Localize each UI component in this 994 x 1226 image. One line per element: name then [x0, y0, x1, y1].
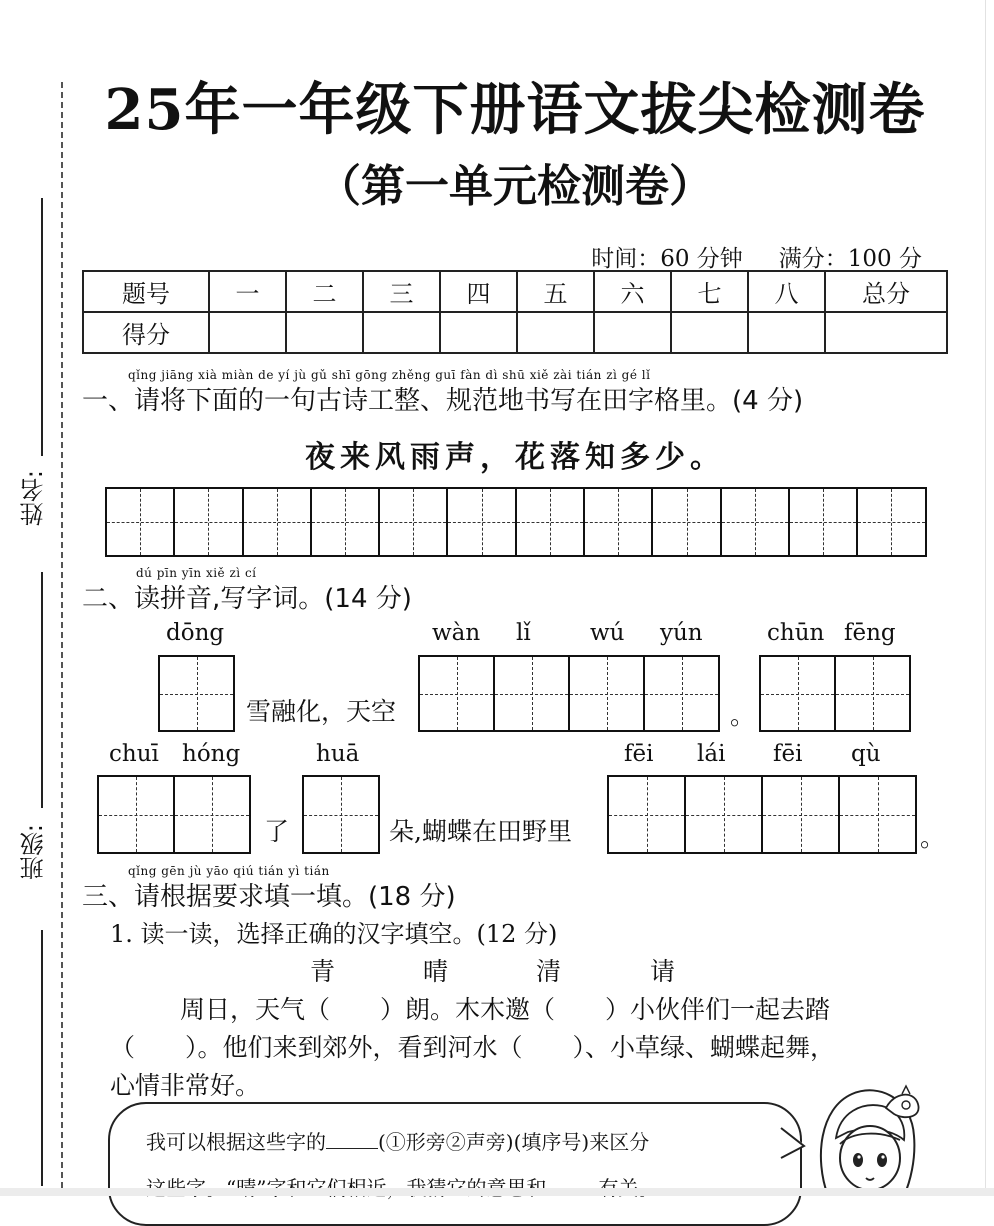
tian-cell[interactable] — [653, 489, 721, 555]
answer-grid-wanliwuyun[interactable] — [418, 655, 720, 732]
score-header-cell: 二 — [286, 271, 363, 312]
tian-cell[interactable] — [495, 657, 570, 730]
bubble-text-a: 我可以根据这些字的 — [146, 1130, 326, 1154]
score-header-cell: 四 — [440, 271, 517, 312]
score-row-label: 得分 — [83, 312, 209, 353]
bubble-line-1 — [146, 1126, 649, 1155]
section3-pinyin: qǐng gēn jù yāo qiú tián yì tián — [128, 864, 330, 878]
pinyin-wu: wú — [590, 620, 625, 646]
score-cell[interactable] — [671, 312, 748, 353]
score-header-cell: 三 — [363, 271, 440, 312]
section1-pinyin: qǐng jiāng xià miàn de yí jù gǔ shī gōng zhěng guī fàn dì shū xiě zài tián zì gé lǐ — [128, 368, 651, 382]
cartoon-girl-illustration — [806, 1078, 926, 1196]
pinyin-lai: lái — [697, 741, 726, 767]
tian-cell[interactable] — [380, 489, 448, 555]
score-cell[interactable] — [748, 312, 825, 353]
passage-line-3: 心情非常好。 — [110, 1071, 261, 1100]
score-header-row — [83, 271, 947, 312]
line2-text-a: 了 — [264, 817, 290, 846]
name-gap-rule — [41, 572, 43, 808]
fill-blank[interactable] — [326, 1148, 378, 1149]
line1-period: 。 — [730, 701, 756, 730]
score-cell[interactable] — [209, 312, 286, 353]
poem-writing-grid[interactable] — [105, 487, 927, 557]
answer-grid-chunfeng[interactable] — [759, 655, 911, 732]
score-cell[interactable] — [286, 312, 363, 353]
tian-cell[interactable] — [107, 489, 175, 555]
tian-cell[interactable] — [722, 489, 790, 555]
poem-line: 夜来风雨声，花落知多少。 — [305, 440, 725, 475]
tian-cell[interactable] — [175, 777, 249, 852]
score-cell[interactable] — [517, 312, 594, 353]
choice-char: 青 — [310, 957, 336, 986]
class-underline — [41, 930, 43, 1186]
score-header-cell: 八 — [748, 271, 825, 312]
section2-pinyin: dú pīn yīn xiě zì cí — [136, 566, 257, 580]
pinyin-li: lǐ — [516, 620, 531, 646]
bottom-band — [0, 1188, 994, 1196]
bubble-text-b: (①形旁②声旁)(填序号)来区分 — [378, 1130, 650, 1154]
tian-cell[interactable] — [609, 777, 686, 852]
tian-cell[interactable] — [175, 489, 243, 555]
score-header-cell: 一 — [209, 271, 286, 312]
binding-dashed-line — [61, 82, 63, 1188]
pinyin-chui: chuī — [109, 741, 159, 767]
tian-cell[interactable] — [517, 489, 585, 555]
choice-char: 晴 — [423, 957, 449, 986]
name-underline — [41, 198, 43, 456]
score-cell[interactable] — [363, 312, 440, 353]
page-subtitle: （第一单元检测卷） — [317, 161, 713, 212]
score-header-cell: 五 — [517, 271, 594, 312]
tian-cell[interactable] — [99, 777, 175, 852]
line2-text-b: 朵,蝴蝶在田野里 — [389, 817, 572, 846]
score-row — [83, 312, 947, 353]
line2-period: 。 — [920, 823, 946, 852]
tian-cell[interactable] — [304, 777, 378, 852]
tian-cell[interactable] — [858, 489, 924, 555]
tian-cell[interactable] — [570, 657, 645, 730]
pinyin-dong: dōng — [166, 620, 225, 646]
score-header-cell: 七 — [671, 271, 748, 312]
pinyin-wan: wàn — [432, 620, 481, 646]
score-header-cell: 题号 — [83, 271, 209, 312]
passage-line-2: （ ）。他们来到郊外，看到河水（ ）、小草绿、蝴蝶起舞， — [110, 1033, 836, 1062]
tian-cell[interactable] — [244, 489, 312, 555]
pinyin-hong: hóng — [182, 741, 241, 767]
passage-line-1: 周日，天气（ ）朗。木木邀（ ）小伙伴们一起去踏 — [180, 995, 831, 1024]
score-cell[interactable] — [440, 312, 517, 353]
pinyin-chun: chūn — [767, 620, 825, 646]
score-cell[interactable] — [594, 312, 671, 353]
time-info — [555, 240, 922, 273]
speech-bubble — [108, 1102, 802, 1226]
pinyin-fei-2: fēi — [773, 741, 803, 767]
tian-cell[interactable] — [312, 489, 380, 555]
section1-heading: 一、请将下面的一句古诗工整、规范地书写在田字格里。(4 分) — [82, 386, 804, 416]
section2-heading: 二、读拼音,写字词。(14 分) — [82, 584, 412, 614]
tian-cell[interactable] — [585, 489, 653, 555]
answer-grid-dong[interactable] — [158, 655, 235, 732]
full-score: 满分：100 分 — [778, 246, 922, 272]
pinyin-hua: huā — [316, 741, 360, 767]
tian-cell[interactable] — [836, 657, 909, 730]
class-label: 班级: — [20, 824, 48, 881]
choice-char: 清 — [536, 957, 562, 986]
tian-cell[interactable] — [160, 657, 233, 730]
line1-text-a: 雪融化，天空 — [246, 697, 397, 726]
answer-grid-feilaifeiqu[interactable] — [607, 775, 917, 854]
choice-char: 请 — [650, 957, 676, 986]
score-cell[interactable] — [825, 312, 947, 353]
pinyin-fei-1: fēi — [624, 741, 654, 767]
answer-grid-chuihong[interactable] — [97, 775, 251, 854]
pinyin-qu: qù — [851, 741, 881, 767]
score-header-cell: 六 — [594, 271, 671, 312]
tian-cell[interactable] — [761, 657, 836, 730]
page-edge — [985, 0, 986, 1196]
tian-cell[interactable] — [763, 777, 840, 852]
score-table — [82, 270, 948, 354]
tian-cell[interactable] — [448, 489, 516, 555]
tian-cell[interactable] — [686, 777, 763, 852]
subquestion-1: 1. 读一读，选择正确的汉字填空。(12 分) — [110, 920, 558, 948]
pinyin-yun: yún — [660, 620, 703, 646]
section3-heading: 三、请根据要求填一填。(18 分) — [82, 882, 456, 912]
tian-cell[interactable] — [840, 777, 915, 852]
answer-grid-hua[interactable] — [302, 775, 380, 854]
tian-cell[interactable] — [645, 657, 718, 730]
pinyin-feng: fēng — [844, 620, 896, 646]
bubble-line-2 — [146, 1172, 658, 1201]
page-title: 25年一年级下册语文拔尖检测卷 — [104, 77, 926, 143]
score-header-cell: 总分 — [825, 271, 947, 312]
tian-cell[interactable] — [790, 489, 858, 555]
name-label: 姓名: — [20, 470, 48, 527]
tian-cell[interactable] — [420, 657, 495, 730]
time-limit: 时间：60 分钟 — [591, 246, 743, 272]
